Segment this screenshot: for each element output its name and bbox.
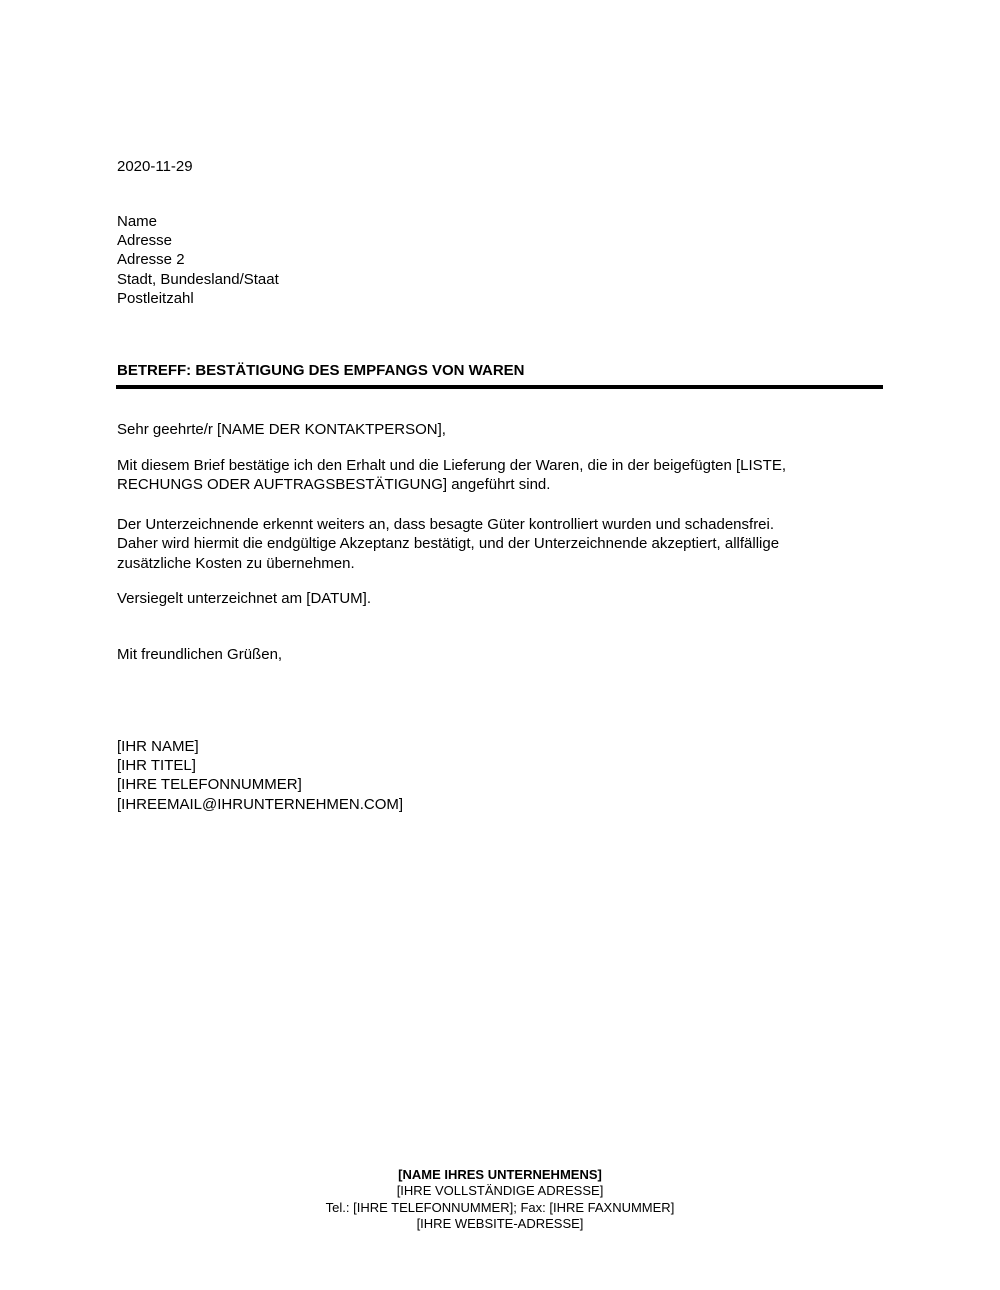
subject-line: BETREFF: BESTÄTIGUNG DES EMPFANGS VON WAREN	[117, 362, 525, 379]
paragraph-line: RECHUNGS ODER AUFTRAGSBESTÄTIGUNG] angeführt sind.	[117, 476, 551, 494]
paragraph-line: Mit diesem Brief bestätige ich den Erhalt und die Lieferung der Waren, die in der beigefügten [LISTE,	[117, 457, 786, 474]
signature-block	[117, 737, 403, 814]
body-paragraph-1	[117, 456, 786, 495]
salutation: Sehr geehrte/r [NAME DER KONTAKTPERSON],	[117, 421, 446, 438]
recipient-name: Name	[117, 213, 158, 230]
signature-name: [IHR NAME]	[117, 738, 199, 755]
recipient-address-block	[117, 212, 279, 308]
recipient-postal-code: Postleitzahl	[117, 289, 194, 307]
body-paragraph-2	[117, 515, 779, 573]
paragraph-line: Daher wird hiermit die endgültige Akzeptanz bestätigt, und der Unterzeichnende akzeptiert, allfällige	[117, 535, 780, 553]
recipient-city-state: Stadt, Bundesland/Staat	[117, 270, 279, 288]
paragraph-line: zusätzliche Kosten zu übernehmen.	[117, 554, 355, 572]
signature-email: [IHREEMAIL@IHRUNTERNEHMEN.COM]	[117, 795, 404, 813]
page-footer	[0, 1167, 1000, 1233]
footer-company-address: [IHRE VOLLSTÄNDIGE ADRESSE]	[396, 1183, 604, 1199]
footer-company-name: [NAME IHRES UNTERNEHMENS]	[398, 1167, 602, 1182]
paragraph-line: Der Unterzeichnende erkennt weiters an, dass besagte Güter kontrolliert wurden und schadensfrei.	[117, 516, 775, 533]
signature-phone: [IHRE TELEFONNUMMER]	[117, 776, 302, 794]
letter-date: 2020-11-29	[117, 158, 193, 175]
footer-phone-fax: Tel.: [IHRE TELEFONNUMMER]; Fax: [IHRE FAXNUMMER]	[325, 1199, 675, 1215]
recipient-address-1: Adresse	[117, 232, 173, 250]
sealed-signed-line: Versiegelt unterzeichnet am [DATUM].	[117, 590, 371, 607]
recipient-address-2: Adresse 2	[117, 251, 185, 269]
closing-salutation: Mit freundlichen Grüßen,	[117, 646, 283, 663]
subject-divider-rule	[116, 385, 883, 389]
footer-website: [IHRE WEBSITE-ADRESSE]	[416, 1216, 584, 1232]
signature-title: [IHR TITEL]	[117, 757, 196, 775]
